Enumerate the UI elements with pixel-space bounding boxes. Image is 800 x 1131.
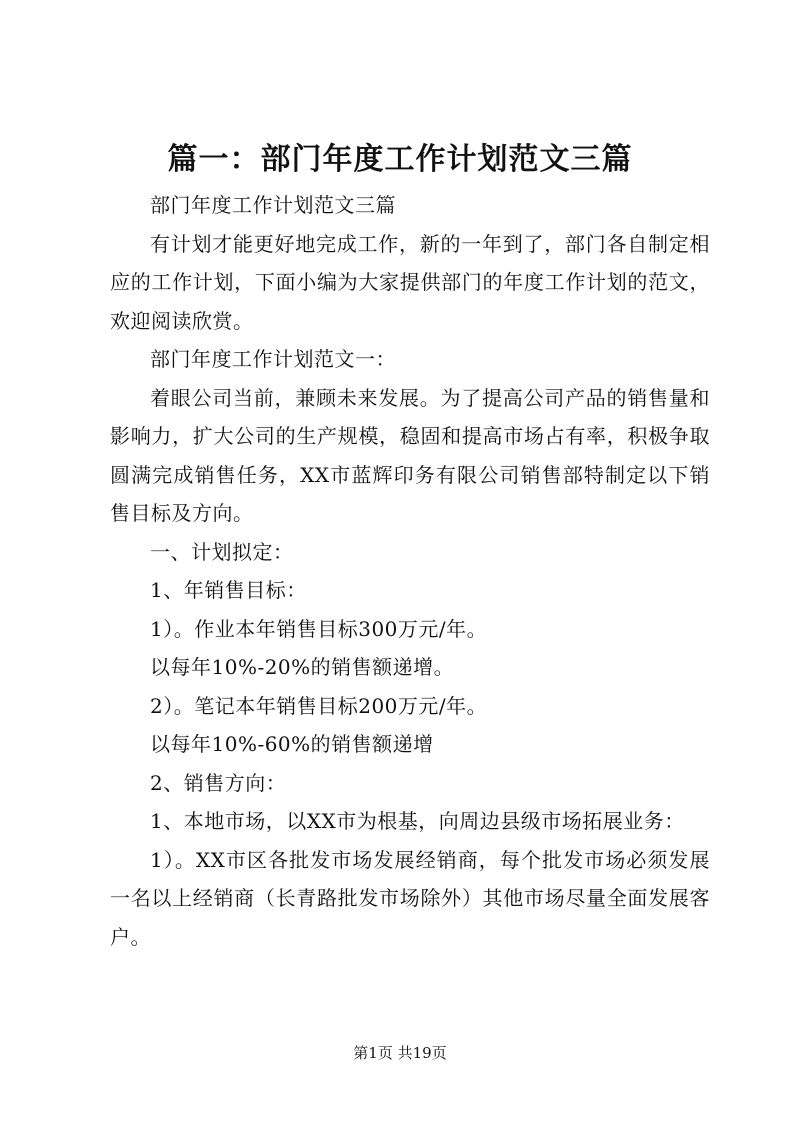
paragraph: 部门年度工作计划范文三篇 <box>150 193 396 217</box>
paragraph: 以每年10%-20%的销售额递增。 <box>150 655 455 679</box>
paragraph: 一、计划拟定： <box>150 539 294 564</box>
paragraph: 1、本地市场，以XX市为根基，向周边县级市场拓展业务： <box>150 809 685 833</box>
paragraph: 2、销售方向： <box>150 770 287 795</box>
page-footer: 第1页 共19页 <box>353 1044 447 1062</box>
paragraph: 着眼公司当前，兼顾未来发展。为了提高公司产品的销售量和影响力，扩大公司的生产规模，稳固和提高市场占有率，积极争取圆满完成销售任务，XX市蓝辉印务有限公司销售部特制定以下销售目标及方向。 <box>110 385 710 525</box>
paragraph: 1）。XX市区各批发市场发展经销商，每个批发市场必须发展一名以上经销商（长青路批发市场除外）其他市场尽量全面发展客户。 <box>110 847 710 949</box>
paragraph: 以每年10%-60%的销售额递增 <box>150 732 434 756</box>
paragraph: 2）。笔记本年销售目标200万元/年。 <box>150 693 488 718</box>
paragraph: 部门年度工作计划范文一： <box>150 347 396 371</box>
paragraph: 1、年销售目标： <box>150 578 307 602</box>
paragraph: 有计划才能更好地完成工作，新的一年到了，部门各自制定相应的工作计划，下面小编为大家提供部门的年度工作计划的范文，欢迎阅读欣赏。 <box>110 231 710 333</box>
paragraph: 1）。作业本年销售目标300万元/年。 <box>150 616 488 641</box>
document-title: 篇一：部门年度工作计划范文三篇 <box>167 142 633 177</box>
document-body <box>110 186 710 956</box>
